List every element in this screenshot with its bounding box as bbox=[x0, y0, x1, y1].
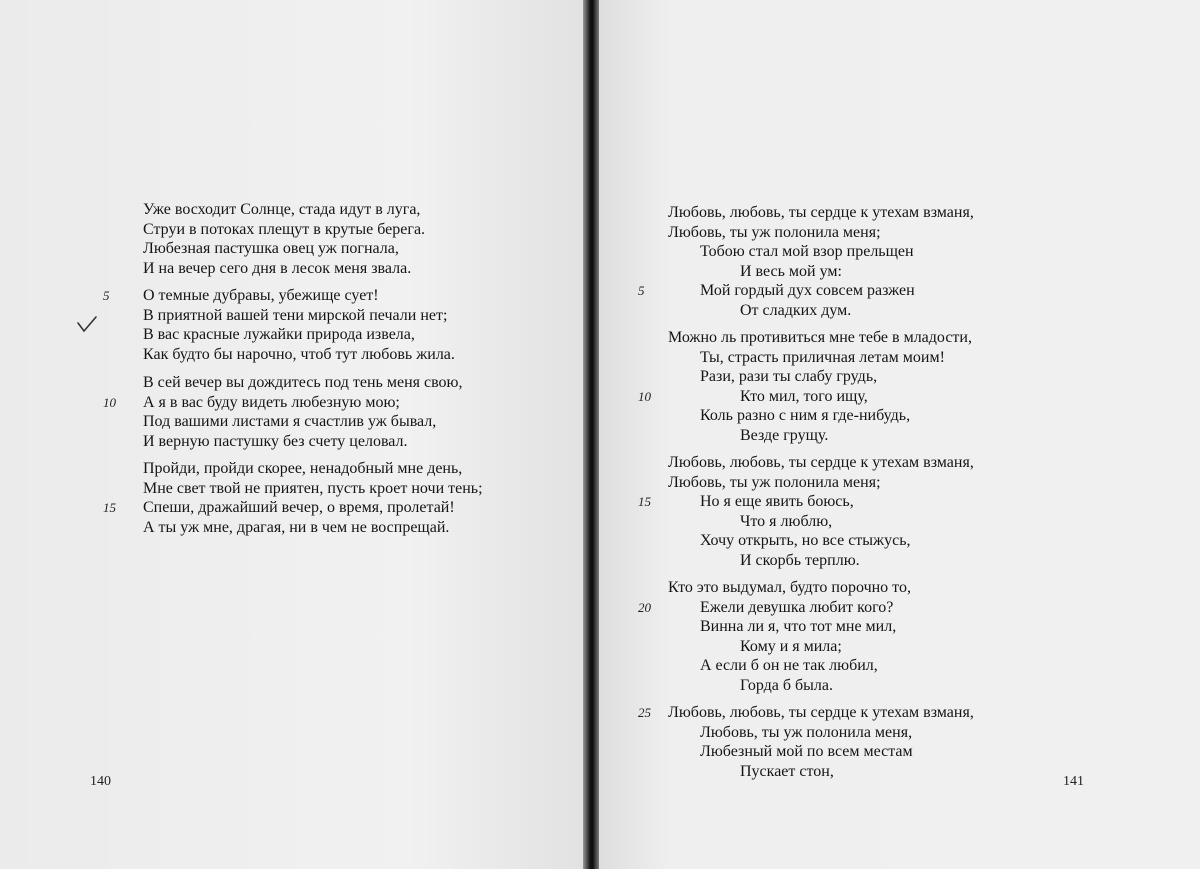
poem-line bbox=[143, 239, 425, 259]
poem-line bbox=[668, 617, 911, 637]
poem-line-text: Любовь, ты уж полонила меня; bbox=[668, 473, 881, 491]
line-number: 10 bbox=[638, 388, 651, 404]
poem-line-text: Любовь, любовь, ты сердце к утехам взманя, bbox=[668, 704, 974, 721]
poem-line-text: Кому и я мила; bbox=[740, 637, 842, 655]
poem-line bbox=[668, 453, 974, 473]
poem-line bbox=[143, 518, 483, 538]
poem-line-text: И на вечер сего дня в лесок меня звала. bbox=[143, 259, 412, 277]
poem-line bbox=[668, 328, 972, 348]
stanza bbox=[143, 200, 425, 278]
poem-line bbox=[668, 742, 974, 762]
poem-line-text: Коль разно с ним я где-нибудь, bbox=[700, 407, 911, 425]
poem-line-text: И скорбь терплю. bbox=[740, 551, 860, 569]
stanza bbox=[638, 203, 974, 321]
poem-line bbox=[143, 373, 462, 393]
poem-line-text: Можно ль противиться мне тебе в младости, bbox=[668, 329, 972, 346]
poem-line-text: Любовь, любовь, ты сердце к утехам взманя, bbox=[668, 454, 974, 471]
poem-line bbox=[668, 656, 911, 676]
poem-line bbox=[668, 223, 974, 243]
poem-line-text: И весь мой ум: bbox=[740, 262, 842, 280]
line-number: 25 bbox=[638, 705, 651, 720]
poem-line bbox=[668, 723, 974, 743]
poem-line-text: Любезная пастушка овец уж погнала, bbox=[143, 240, 399, 258]
stanza bbox=[103, 373, 463, 451]
poem-line-text: Любовь, ты уж полонила меня; bbox=[668, 223, 881, 241]
poem-line-text: Горда б была. bbox=[740, 676, 833, 694]
poem-line bbox=[143, 459, 483, 479]
left-page bbox=[0, 0, 583, 869]
poem-line-text: А если б он не так любил, bbox=[700, 657, 878, 675]
poem-line-text: Кто мил, того ищу, bbox=[740, 387, 868, 405]
poem-line-text: И верную пастушку без счету целовал. bbox=[143, 432, 408, 450]
poem-line bbox=[668, 762, 974, 782]
poem-line bbox=[638, 387, 972, 407]
poem-line bbox=[638, 281, 974, 301]
poem-line bbox=[143, 259, 425, 279]
poem-line bbox=[668, 512, 974, 532]
poem-line bbox=[143, 200, 425, 220]
poem-line-text: Как будто бы нарочно, чтоб тут любовь жила. bbox=[143, 345, 455, 363]
poem-line-text: Под вашими листами я счастлив уж бывал, bbox=[143, 413, 437, 431]
poem-line-text: Мне свет твой не приятен, пусть кроет ночи тень; bbox=[143, 479, 483, 497]
poem-line bbox=[668, 426, 972, 446]
poem-line bbox=[143, 325, 455, 345]
poem-line bbox=[668, 406, 972, 426]
line-number: 15 bbox=[103, 500, 116, 516]
poem-line bbox=[668, 348, 972, 368]
poem-line bbox=[668, 637, 911, 657]
stanza bbox=[103, 459, 483, 537]
poem-line bbox=[668, 578, 911, 598]
book-gutter bbox=[583, 0, 599, 869]
poem-line bbox=[668, 531, 974, 551]
poem-line-text: Струи в потоках плещут в крутые берега. bbox=[143, 220, 426, 238]
poem-line bbox=[668, 676, 911, 696]
poem-line-text: Рази, рази ты слабу грудь, bbox=[700, 368, 878, 386]
poem-line bbox=[668, 242, 974, 262]
stanza bbox=[638, 703, 974, 781]
poem-line-text: Пускает стон, bbox=[740, 762, 834, 780]
line-number: 20 bbox=[638, 599, 651, 615]
poem-line bbox=[143, 432, 462, 452]
poem-line-text: Пройди, пройди скорее, ненадобный мне день, bbox=[143, 460, 463, 477]
stanza bbox=[103, 286, 455, 364]
poem-line-text: Ты, страсть приличная летам моим! bbox=[700, 348, 945, 366]
poem-line-text: Любовь, любовь, ты сердце к утехам взманя, bbox=[668, 204, 974, 221]
poem-line bbox=[143, 345, 455, 365]
poem-line bbox=[668, 203, 974, 223]
poem-line-text: А ты уж мне, драгая, ни в чем не воспрещай. bbox=[143, 518, 450, 536]
poem-line-text: О темные дубравы, убежище сует! bbox=[143, 287, 379, 304]
poem-line bbox=[668, 262, 974, 282]
poem-line bbox=[143, 306, 455, 326]
poem-line-text: Ежели девушка любит кого? bbox=[700, 598, 894, 616]
poem-line-text: Любезный мой по всем местам bbox=[700, 743, 913, 761]
poem-line-text: Уже восходит Солнце, стада идут в луга, bbox=[143, 201, 421, 218]
left-page-number: 140 bbox=[90, 774, 111, 789]
poem-line bbox=[143, 479, 483, 499]
poem-line bbox=[668, 551, 974, 571]
poem-line-text: Хочу открыть, но все стыжусь, bbox=[700, 532, 911, 550]
poem-line-text: Винна ли я, что тот мне мил, bbox=[700, 618, 897, 636]
poem-line bbox=[638, 598, 911, 618]
poem-line-text: Кто это выдумал, будто порочно то, bbox=[668, 579, 911, 596]
stanza bbox=[638, 328, 972, 446]
poem-line-text: Но я еще явить боюсь, bbox=[700, 493, 854, 511]
poem-line-text: От сладких дум. bbox=[740, 301, 852, 319]
poem-line bbox=[143, 220, 425, 240]
poem-line bbox=[103, 498, 483, 518]
poem-line bbox=[668, 301, 974, 321]
poem-line-text: Тобою стал мой взор прельщен bbox=[700, 243, 914, 261]
poem-line-text: В вас красные лужайки природа извела, bbox=[143, 326, 415, 344]
poem-line-text: Что я люблю, bbox=[740, 512, 833, 530]
poem-line-text: В сей вечер вы дождитесь под тень меня свою, bbox=[143, 374, 463, 391]
right-page bbox=[599, 0, 1200, 869]
poem-line-text: Спеши, дражайший вечер, о время, пролетай! bbox=[143, 499, 455, 517]
poem-line-text: Везде грущу. bbox=[740, 426, 829, 444]
poem-line-text: Мой гордый дух совсем разжен bbox=[700, 282, 915, 300]
stanza bbox=[638, 453, 974, 571]
checkmark-annotation-icon bbox=[76, 314, 98, 336]
poem-line bbox=[638, 492, 974, 512]
poem-line-text: В приятной вашей тени мирской печали нет; bbox=[143, 306, 448, 324]
right-page-number: 141 bbox=[1063, 774, 1084, 789]
poem-line bbox=[103, 286, 455, 306]
poem-line bbox=[103, 393, 462, 413]
stanza bbox=[638, 578, 911, 696]
line-number: 5 bbox=[638, 283, 645, 299]
poem-line bbox=[638, 703, 974, 723]
poem-line bbox=[668, 367, 972, 387]
line-number: 10 bbox=[103, 394, 116, 410]
line-number: 15 bbox=[638, 494, 651, 510]
poem-line-text: А я в вас буду видеть любезную мою; bbox=[143, 393, 400, 411]
line-number: 5 bbox=[103, 288, 110, 303]
poem-line-text: Любовь, ты уж полонила меня, bbox=[700, 723, 913, 741]
poem-line bbox=[668, 473, 974, 493]
poem-line bbox=[143, 412, 462, 432]
